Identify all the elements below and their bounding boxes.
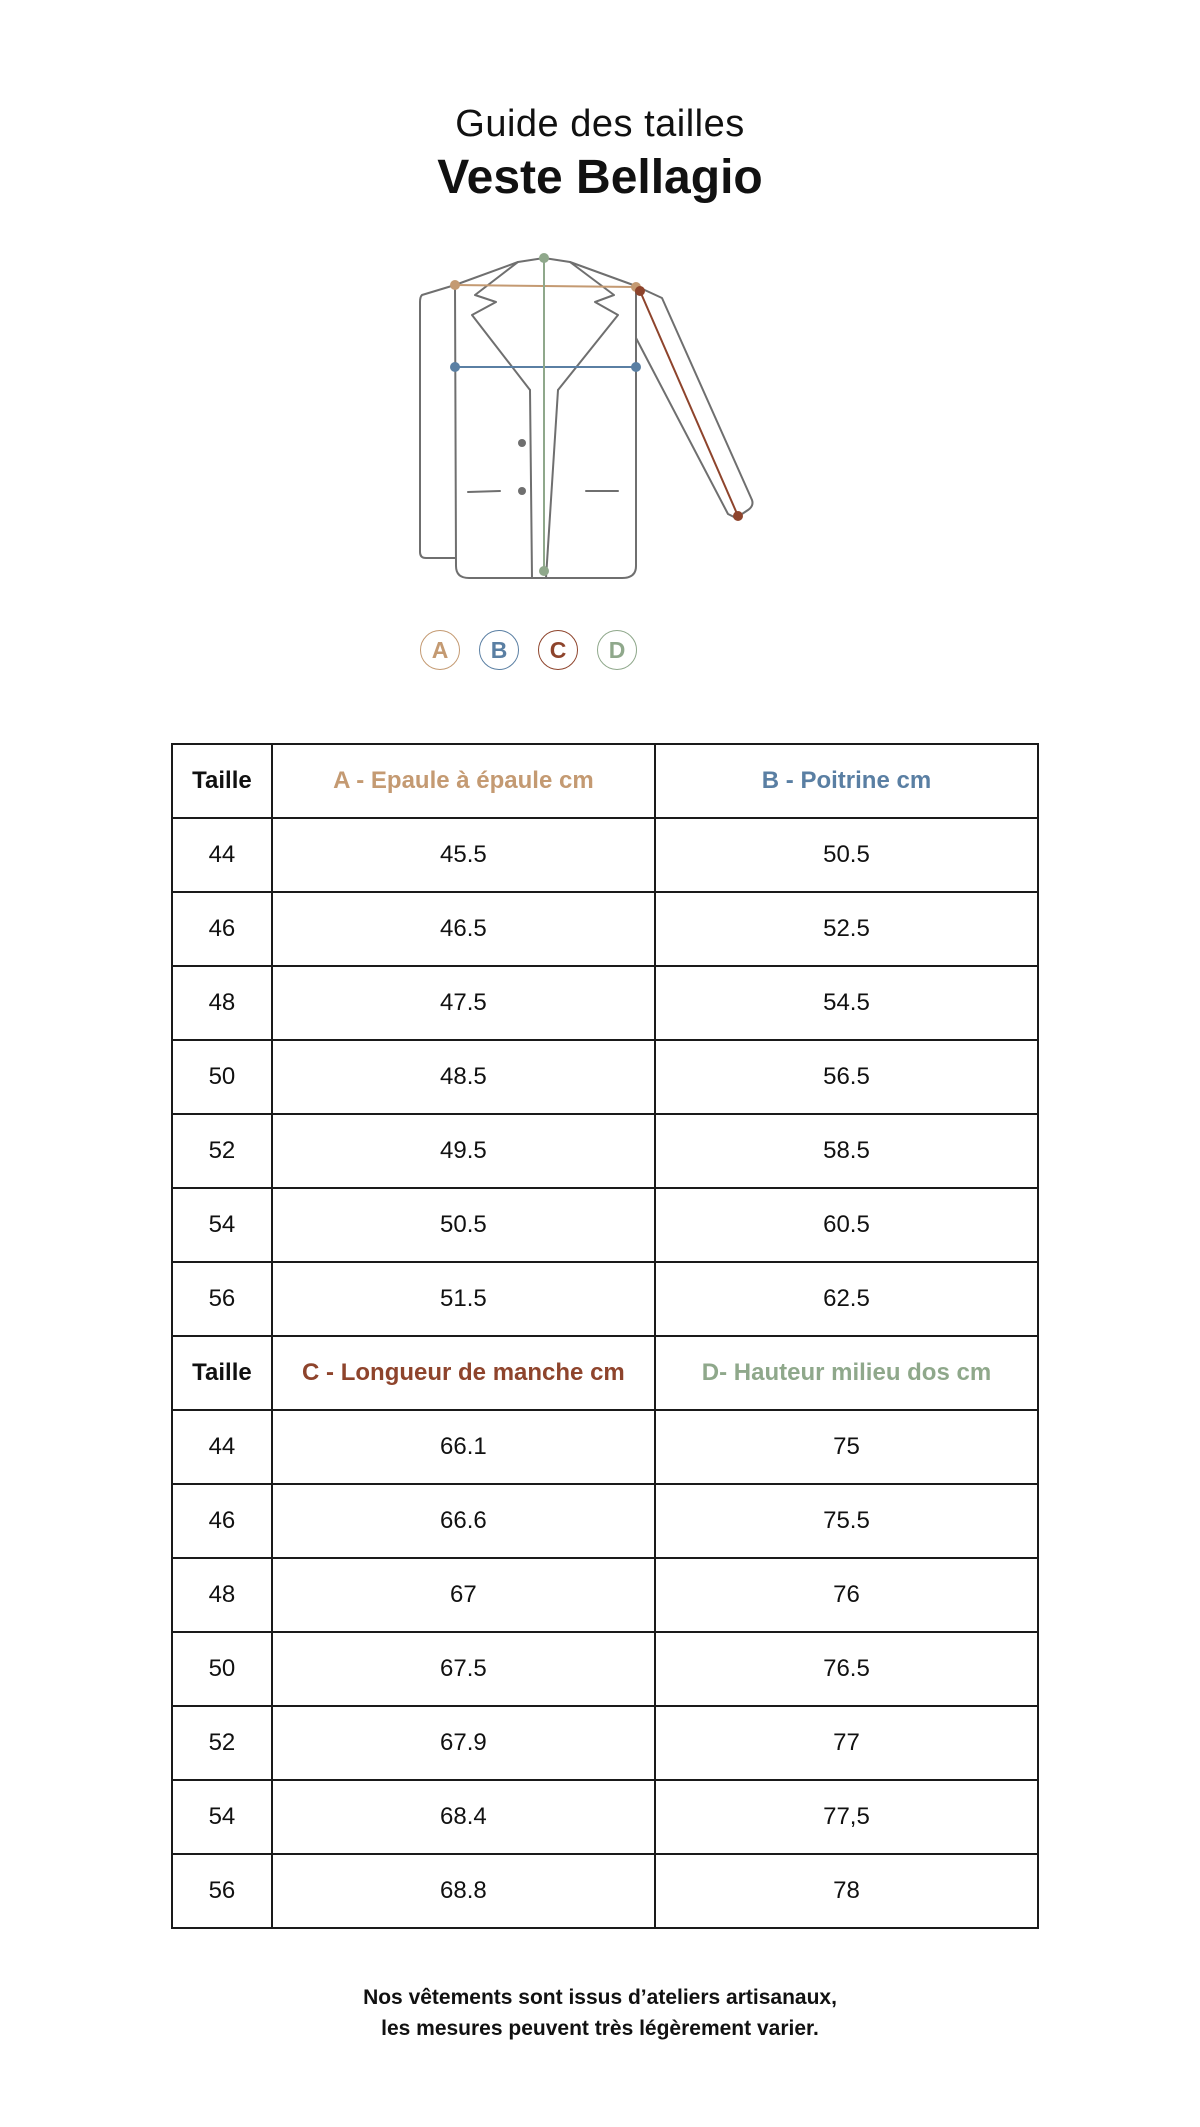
header-taille: Taille bbox=[172, 1336, 272, 1410]
cell-shoulder: 49.5 bbox=[272, 1114, 655, 1188]
table-row bbox=[172, 1040, 1038, 1114]
cell-size: 46 bbox=[172, 1484, 272, 1558]
cell-sleeve: 67 bbox=[272, 1558, 655, 1632]
cell-back-height: 76.5 bbox=[655, 1632, 1038, 1706]
table-row bbox=[172, 1558, 1038, 1632]
cell-chest: 56.5 bbox=[655, 1040, 1038, 1114]
table-row bbox=[172, 892, 1038, 966]
cell-chest: 60.5 bbox=[655, 1188, 1038, 1262]
cell-size: 46 bbox=[172, 892, 272, 966]
cell-size: 48 bbox=[172, 966, 272, 1040]
table-row bbox=[172, 1484, 1038, 1558]
header bbox=[0, 98, 1200, 206]
table-header-row bbox=[172, 1336, 1038, 1410]
header-taille: Taille bbox=[172, 744, 272, 818]
cell-sleeve: 67.5 bbox=[272, 1632, 655, 1706]
cell-back-height: 77 bbox=[655, 1706, 1038, 1780]
cell-size: 50 bbox=[172, 1632, 272, 1706]
table-row bbox=[172, 966, 1038, 1040]
header-chest: B - Poitrine cm bbox=[655, 744, 1038, 818]
cell-size: 44 bbox=[172, 818, 272, 892]
table-row bbox=[172, 1780, 1038, 1854]
table-row bbox=[172, 1854, 1038, 1928]
cell-back-height: 75.5 bbox=[655, 1484, 1038, 1558]
header-shoulder: A - Epaule à épaule cm bbox=[272, 744, 655, 818]
cell-chest: 50.5 bbox=[655, 818, 1038, 892]
legend-c-badge: C bbox=[538, 630, 578, 670]
cell-chest: 58.5 bbox=[655, 1114, 1038, 1188]
cell-shoulder: 45.5 bbox=[272, 818, 655, 892]
cell-shoulder: 50.5 bbox=[272, 1188, 655, 1262]
table-row bbox=[172, 1114, 1038, 1188]
table-row bbox=[172, 1632, 1038, 1706]
table-row bbox=[172, 1410, 1038, 1484]
cell-chest: 52.5 bbox=[655, 892, 1038, 966]
cell-size: 44 bbox=[172, 1410, 272, 1484]
cell-size: 52 bbox=[172, 1706, 272, 1780]
cell-size: 50 bbox=[172, 1040, 272, 1114]
table-row bbox=[172, 1706, 1038, 1780]
table-row bbox=[172, 818, 1038, 892]
page-subtitle: Guide des tailles bbox=[455, 103, 745, 145]
table-row bbox=[172, 1188, 1038, 1262]
cell-back-height: 75 bbox=[655, 1410, 1038, 1484]
cell-shoulder: 46.5 bbox=[272, 892, 655, 966]
cell-chest: 54.5 bbox=[655, 966, 1038, 1040]
cell-back-height: 77,5 bbox=[655, 1780, 1038, 1854]
cell-chest: 62.5 bbox=[655, 1262, 1038, 1336]
jacket-measurement-icon bbox=[400, 240, 780, 600]
footnote-line-1: Nos vêtements sont issus d’ateliers artisanaux, bbox=[363, 1986, 837, 2009]
measurement-legend bbox=[420, 630, 637, 674]
legend-b-badge: B bbox=[479, 630, 519, 670]
cell-sleeve: 67.9 bbox=[272, 1706, 655, 1780]
cell-size: 52 bbox=[172, 1114, 272, 1188]
cell-size: 54 bbox=[172, 1188, 272, 1262]
cell-shoulder: 47.5 bbox=[272, 966, 655, 1040]
cell-sleeve: 68.4 bbox=[272, 1780, 655, 1854]
size-table bbox=[171, 743, 1039, 1929]
header-back-height: D- Hauteur milieu dos cm bbox=[655, 1336, 1038, 1410]
cell-size: 56 bbox=[172, 1854, 272, 1928]
footnote-line-2: les mesures peuvent très légèrement varier. bbox=[381, 2017, 819, 2040]
footnote bbox=[0, 1982, 1200, 2044]
cell-sleeve: 68.8 bbox=[272, 1854, 655, 1928]
table-header-row bbox=[172, 744, 1038, 818]
cell-shoulder: 51.5 bbox=[272, 1262, 655, 1336]
cell-shoulder: 48.5 bbox=[272, 1040, 655, 1114]
legend-d-badge: D bbox=[597, 630, 637, 670]
cell-size: 48 bbox=[172, 1558, 272, 1632]
cell-size: 54 bbox=[172, 1780, 272, 1854]
cell-sleeve: 66.1 bbox=[272, 1410, 655, 1484]
cell-back-height: 76 bbox=[655, 1558, 1038, 1632]
page-title: Veste Bellagio bbox=[437, 151, 763, 204]
cell-back-height: 78 bbox=[655, 1854, 1038, 1928]
cell-sleeve: 66.6 bbox=[272, 1484, 655, 1558]
table-row bbox=[172, 1262, 1038, 1336]
cell-size: 56 bbox=[172, 1262, 272, 1336]
header-sleeve: C - Longueur de manche cm bbox=[272, 1336, 655, 1410]
legend-a-badge: A bbox=[420, 630, 460, 670]
